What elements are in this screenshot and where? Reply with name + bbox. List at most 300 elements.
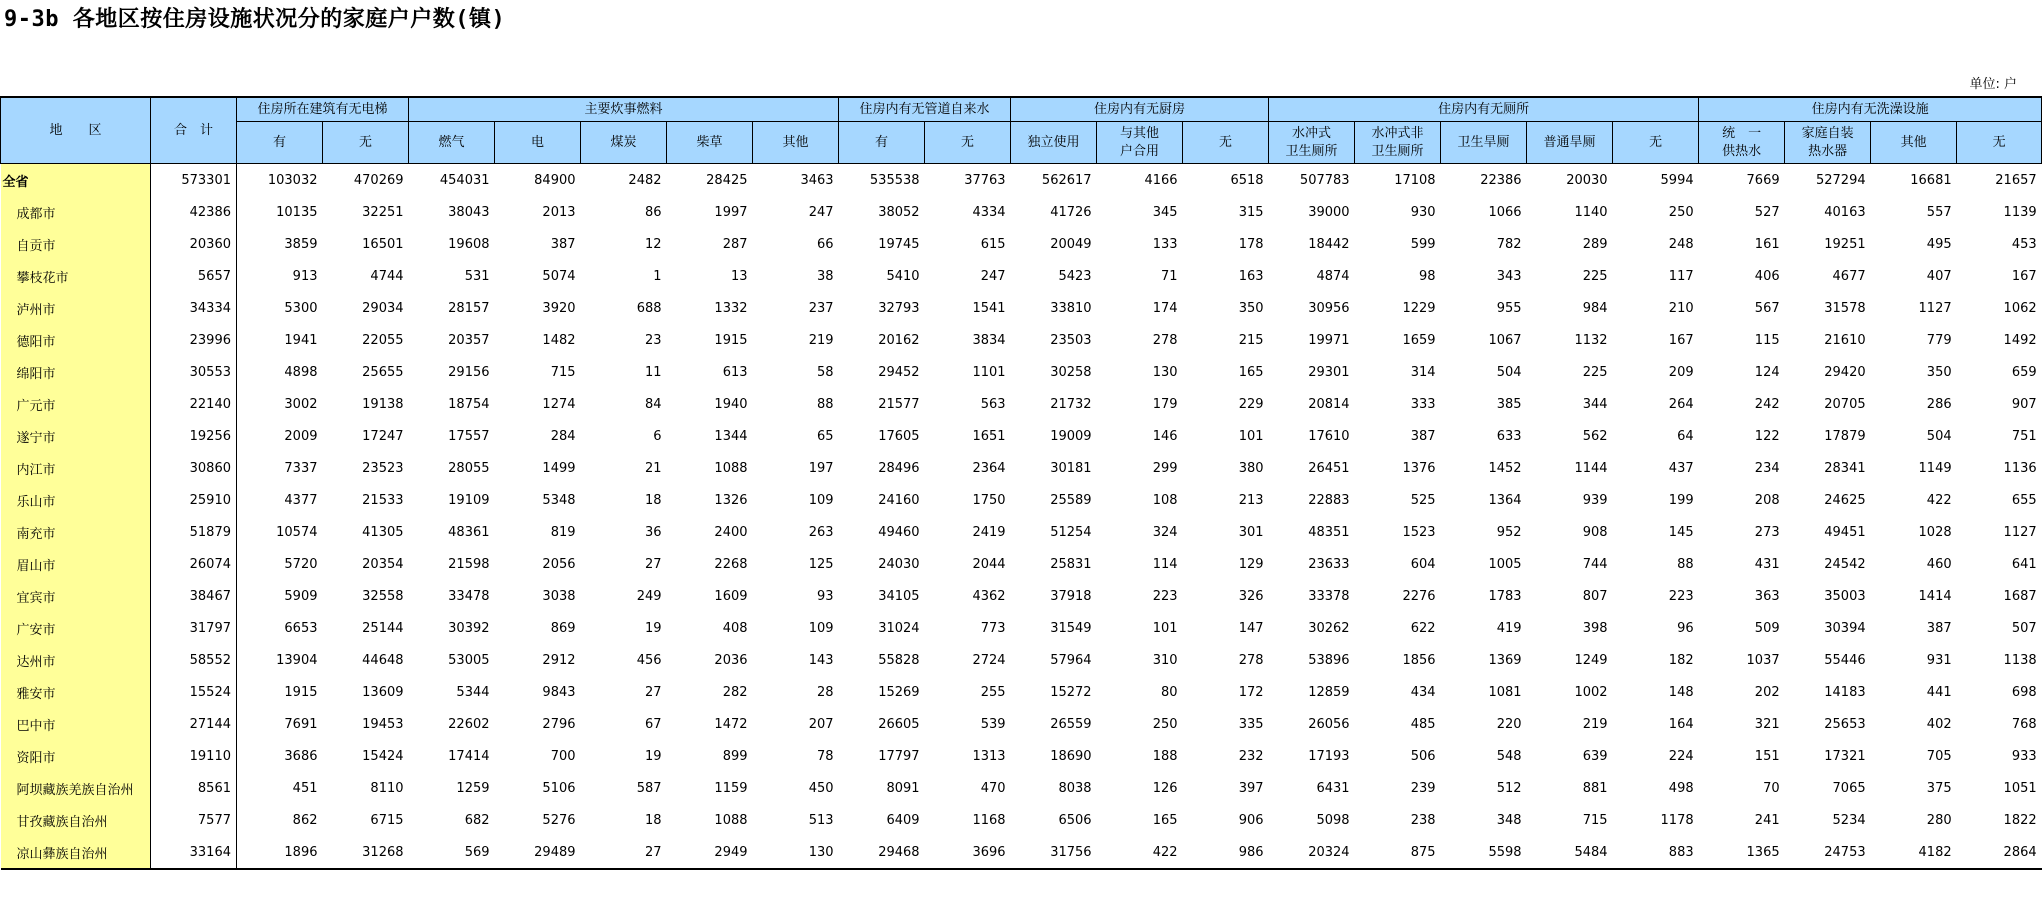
value-cell: 1066 [1488,204,1522,220]
value-cell: 19745 [878,236,920,252]
value-cell: 108 [1152,492,1178,508]
value-cell: 103032 [267,172,318,188]
value-cell: 20162 [878,332,920,348]
value-cell: 567 [1754,300,1780,316]
value-cell: 1997 [714,204,748,220]
value-cell: 407 [1926,268,1952,284]
value-cell: 406 [1754,268,1780,284]
value-cell: 264 [1668,396,1694,412]
value-cell: 30394 [1824,620,1866,636]
value-cell: 1687 [2003,588,2037,604]
table-row [1,836,2042,869]
value-cell: 21577 [878,396,920,412]
region-cell: 德阳市 [1,324,151,356]
value-cell: 109 [808,492,834,508]
value-cell: 250 [1668,204,1694,220]
value-cell: 16501 [362,236,404,252]
value-cell: 225 [1582,268,1608,284]
value-cell: 4677 [1832,268,1866,284]
value-cell: 431 [1754,556,1780,572]
value-cell: 24625 [1824,492,1866,508]
value-cell: 615 [980,236,1006,252]
sub-header: 普通旱厕 [1527,122,1613,164]
value-cell: 779 [1926,332,1952,348]
value-cell: 955 [1496,300,1522,316]
region-cell: 眉山市 [1,548,151,580]
value-cell: 145 [1668,524,1694,540]
sub-header: 电 [495,122,581,164]
total-cell: 5657 [151,260,237,292]
value-cell: 234 [1754,460,1780,476]
value-cell: 451 [292,780,318,796]
value-cell: 688 [636,300,662,316]
region-cell: 攀枝花市 [1,260,151,292]
value-cell: 587 [636,780,662,796]
value-cell: 178 [1238,236,1264,252]
region-cell: 广元市 [1,388,151,420]
value-cell: 21610 [1824,332,1866,348]
value-cell: 14183 [1824,684,1866,700]
value-cell: 419 [1496,620,1522,636]
group-header: 住房内有无厨房 [1011,97,1269,122]
value-cell: 20049 [1050,236,1092,252]
value-cell: 280 [1926,812,1952,828]
value-cell: 7669 [1746,172,1780,188]
value-cell: 27 [644,684,662,700]
value-cell: 224 [1668,748,1694,764]
sub-header: 独立使用 [1011,122,1097,164]
value-cell: 5598 [1441,836,1527,869]
value-cell: 527 [1754,204,1780,220]
value-cell: 1414 [1918,588,1952,604]
value-cell: 25144 [362,620,404,636]
value-cell: 8091 [886,780,920,796]
value-cell: 326 [1238,588,1264,604]
value-cell: 1259 [456,780,490,796]
value-cell: 613 [722,364,748,380]
value-cell: 569 [409,836,495,869]
value-cell: 23633 [1308,556,1350,572]
table-row [1,292,2042,324]
value-cell: 19971 [1308,332,1350,348]
value-cell: 397 [1238,780,1264,796]
total-cell: 58552 [151,644,237,676]
value-cell: 1896 [237,836,323,869]
value-cell: 506 [1410,748,1436,764]
value-cell: 29301 [1308,364,1350,380]
table-row [1,452,2042,484]
group-header: 住房内有无厕所 [1269,97,1699,122]
value-cell: 26559 [1050,716,1092,732]
value-cell: 470 [980,780,1006,796]
table-row [1,356,2042,388]
group-header: 住房所在建筑有无电梯 [237,97,409,122]
value-cell: 148 [1668,684,1694,700]
value-cell: 504 [1926,428,1952,444]
value-cell: 28055 [448,460,490,476]
region-cell: 达州市 [1,644,151,676]
value-cell: 6409 [886,812,920,828]
value-cell: 883 [1613,836,1699,869]
value-cell: 286 [1926,396,1952,412]
value-cell: 124 [1754,364,1780,380]
value-cell: 101 [1152,620,1178,636]
value-cell: 17414 [448,748,490,764]
value-cell: 2009 [284,428,318,444]
value-cell: 2013 [542,204,576,220]
value-cell: 4166 [1144,172,1178,188]
value-cell: 237 [808,300,834,316]
value-cell: 241 [1754,812,1780,828]
value-cell: 659 [2011,364,2037,380]
value-cell: 5276 [542,812,576,828]
value-cell: 17797 [878,748,920,764]
value-cell: 744 [1582,556,1608,572]
value-cell: 18 [644,492,662,508]
total-cell: 25910 [151,484,237,516]
value-cell: 345 [1152,204,1178,220]
value-cell: 188 [1152,748,1178,764]
value-cell: 215 [1238,332,1264,348]
value-cell: 641 [2011,556,2037,572]
region-cell: 乐山市 [1,484,151,516]
value-cell: 21 [644,460,662,476]
value-cell: 26451 [1308,460,1350,476]
table-row [1,324,2042,356]
total-cell: 30860 [151,452,237,484]
value-cell: 314 [1410,364,1436,380]
table-row [1,804,2042,836]
value-cell: 470269 [353,172,404,188]
value-cell: 19 [644,748,662,764]
value-cell: 8110 [370,780,404,796]
value-cell: 562617 [1041,172,1092,188]
value-cell: 5423 [1058,268,1092,284]
value-cell: 67 [644,716,662,732]
sub-header: 有 [839,122,925,164]
value-cell: 5484 [1527,836,1613,869]
total-cell: 23996 [151,324,237,356]
value-cell: 19109 [448,492,490,508]
value-cell: 7337 [284,460,318,476]
value-cell: 255 [980,684,1006,700]
value-cell: 1915 [714,332,748,348]
value-cell: 1088 [714,460,748,476]
value-cell: 98 [1419,268,1436,284]
region-cell: 资阳市 [1,740,151,772]
value-cell: 12859 [1308,684,1350,700]
value-cell: 5098 [1316,812,1350,828]
value-cell: 1492 [2003,332,2037,348]
value-cell: 715 [550,364,576,380]
value-cell: 19 [644,620,662,636]
value-cell: 18 [644,812,662,828]
value-cell: 299 [1152,460,1178,476]
value-cell: 21657 [1995,172,2037,188]
value-cell: 101 [1238,428,1264,444]
value-cell: 1101 [972,364,1006,380]
value-cell: 5348 [542,492,576,508]
value-cell: 37918 [1050,588,1092,604]
value-cell: 869 [550,620,576,636]
table-row [1,228,2042,260]
value-cell: 333 [1410,396,1436,412]
value-cell: 17605 [878,428,920,444]
value-cell: 41726 [1050,204,1092,220]
value-cell: 1499 [542,460,576,476]
value-cell: 28157 [448,300,490,316]
value-cell: 38 [817,268,834,284]
sub-header: 统 一 供热水 [1699,122,1785,164]
value-cell: 1144 [1574,460,1608,476]
sub-header: 柴草 [667,122,753,164]
value-cell: 28341 [1824,460,1866,476]
value-cell: 1783 [1488,588,1522,604]
table-row [1,580,2042,612]
value-cell: 86 [644,204,662,220]
value-cell: 32793 [878,300,920,316]
value-cell: 29468 [839,836,925,869]
value-cell: 862 [292,812,318,828]
value-cell: 1136 [2003,460,2037,476]
value-cell: 174 [1152,300,1178,316]
value-cell: 1067 [1488,332,1522,348]
value-cell: 219 [808,332,834,348]
total-cell: 51879 [151,516,237,548]
sub-header: 其他 [1871,122,1957,164]
value-cell: 25655 [362,364,404,380]
value-cell: 2400 [714,524,748,540]
value-cell: 507783 [1299,172,1350,188]
value-cell: 182 [1668,652,1694,668]
value-cell: 223 [1152,588,1178,604]
table-row [1,420,2042,452]
value-cell: 715 [1582,812,1608,828]
value-cell: 30181 [1050,460,1092,476]
value-cell: 698 [2011,684,2037,700]
value-cell: 1856 [1402,652,1436,668]
value-cell: 71 [1161,268,1178,284]
value-cell: 3859 [284,236,318,252]
region-cell: 南充市 [1,516,151,548]
value-cell: 4898 [284,364,318,380]
value-cell: 31024 [878,620,920,636]
value-cell: 70 [1763,780,1780,796]
sub-header: 有 [237,122,323,164]
value-cell: 422 [1926,492,1952,508]
total-cell: 573301 [151,164,237,197]
value-cell: 363 [1754,588,1780,604]
value-cell: 906 [1238,812,1264,828]
value-cell: 16681 [1910,172,1952,188]
value-cell: 1472 [714,716,748,732]
sub-header: 卫生旱厕 [1441,122,1527,164]
value-cell: 408 [722,620,748,636]
value-cell: 197 [808,460,834,476]
region-cell: 内江市 [1,452,151,484]
value-cell: 39000 [1308,204,1350,220]
total-cell: 8561 [151,772,237,804]
value-cell: 58 [817,364,834,380]
value-cell: 751 [2011,428,2037,444]
region-cell: 全省 [1,164,151,197]
value-cell: 20357 [448,332,490,348]
value-cell: 562 [1582,428,1608,444]
value-cell: 1127 [1918,300,1952,316]
total-cell: 38467 [151,580,237,612]
value-cell: 1132 [1574,332,1608,348]
value-cell: 509 [1754,620,1780,636]
value-cell: 27 [581,836,667,869]
value-cell: 1482 [542,332,576,348]
value-cell: 29489 [495,836,581,869]
value-cell: 40163 [1824,204,1866,220]
value-cell: 1659 [1402,332,1436,348]
region-cell: 成都市 [1,196,151,228]
value-cell: 1915 [284,684,318,700]
value-cell: 986 [1183,836,1269,869]
value-cell: 247 [808,204,834,220]
total-cell: 20360 [151,228,237,260]
value-cell: 622 [1410,620,1436,636]
value-cell: 167 [1668,332,1694,348]
value-cell: 239 [1410,780,1436,796]
value-cell: 387 [1926,620,1952,636]
total-header: 合 计 [151,97,237,164]
value-cell: 1940 [714,396,748,412]
value-cell: 129 [1238,556,1264,572]
value-cell: 899 [722,748,748,764]
value-cell: 8038 [1058,780,1092,796]
value-cell: 29156 [448,364,490,380]
value-cell: 1326 [714,492,748,508]
value-cell: 504 [1496,364,1522,380]
value-cell: 210 [1668,300,1694,316]
value-cell: 30258 [1050,364,1092,380]
value-cell: 907 [2011,396,2037,412]
sub-header: 无 [1613,122,1699,164]
value-cell: 1376 [1402,460,1436,476]
value-cell: 26605 [878,716,920,732]
value-cell: 454031 [439,172,490,188]
value-cell: 1822 [2003,812,2037,828]
value-cell: 26056 [1308,716,1350,732]
value-cell: 1081 [1488,684,1522,700]
value-cell: 84900 [534,172,576,188]
value-cell: 220 [1496,716,1522,732]
value-cell: 3696 [925,836,1011,869]
table-row [1,644,2042,676]
value-cell: 22386 [1480,172,1522,188]
value-cell: 117 [1668,268,1694,284]
total-cell: 30553 [151,356,237,388]
sub-header: 水冲式非 卫生厕所 [1355,122,1441,164]
value-cell: 3834 [972,332,1006,348]
value-cell: 165 [1238,364,1264,380]
value-cell: 913 [292,268,318,284]
value-cell: 321 [1754,716,1780,732]
value-cell: 24030 [878,556,920,572]
value-cell: 539 [980,716,1006,732]
table-row [1,516,2042,548]
value-cell: 931 [1926,652,1952,668]
value-cell: 29420 [1824,364,1866,380]
region-cell: 凉山彝族自治州 [1,836,151,869]
value-cell: 38043 [448,204,490,220]
value-cell: 1149 [1918,460,1952,476]
value-cell: 1229 [1402,300,1436,316]
value-cell: 768 [2011,716,2037,732]
value-cell: 17610 [1308,428,1350,444]
value-cell: 682 [464,812,490,828]
value-cell: 456 [636,652,662,668]
region-cell: 广安市 [1,612,151,644]
value-cell: 2949 [667,836,753,869]
value-cell: 53005 [448,652,490,668]
total-cell: 19110 [151,740,237,772]
table-row [1,484,2042,516]
value-cell: 460 [1926,556,1952,572]
value-cell: 525 [1410,492,1436,508]
value-cell: 29452 [878,364,920,380]
table-row [1,196,2042,228]
value-cell: 25831 [1050,556,1092,572]
value-cell: 48351 [1308,524,1350,540]
value-cell: 21732 [1050,396,1092,412]
value-cell: 287 [722,236,748,252]
table-header [1,97,2042,164]
value-cell: 782 [1496,236,1522,252]
value-cell: 2276 [1402,588,1436,604]
table-row [1,260,2042,292]
value-cell: 5106 [542,780,576,796]
sub-header: 家庭自装 热水器 [1785,122,1871,164]
value-cell: 4334 [972,204,1006,220]
sub-header: 与其他 户合用 [1097,122,1183,164]
value-cell: 33378 [1308,588,1350,604]
value-cell: 64 [1677,428,1694,444]
table-row [1,388,2042,420]
value-cell: 2419 [972,524,1006,540]
value-cell: 1364 [1488,492,1522,508]
housing-facilities-table [0,96,2042,870]
value-cell: 30262 [1308,620,1350,636]
value-cell: 700 [550,748,576,764]
value-cell: 133 [1152,236,1178,252]
value-cell: 1140 [1574,204,1608,220]
value-cell: 80 [1161,684,1178,700]
value-cell: 705 [1926,748,1952,764]
table-body [1,164,2042,870]
value-cell: 513 [808,812,834,828]
value-cell: 13 [730,268,748,284]
value-cell: 2268 [714,556,748,572]
value-cell: 147 [1238,620,1264,636]
value-cell: 441 [1926,684,1952,700]
value-cell: 32251 [362,204,404,220]
value-cell: 5344 [456,684,490,700]
value-cell: 30956 [1308,300,1350,316]
value-cell: 13904 [276,652,318,668]
value-cell: 242 [1754,396,1780,412]
value-cell: 599 [1410,236,1436,252]
value-cell: 1332 [714,300,748,316]
value-cell: 282 [722,684,748,700]
value-cell: 78 [817,748,834,764]
total-cell: 7577 [151,804,237,836]
value-cell: 324 [1152,524,1178,540]
value-cell: 53896 [1308,652,1350,668]
